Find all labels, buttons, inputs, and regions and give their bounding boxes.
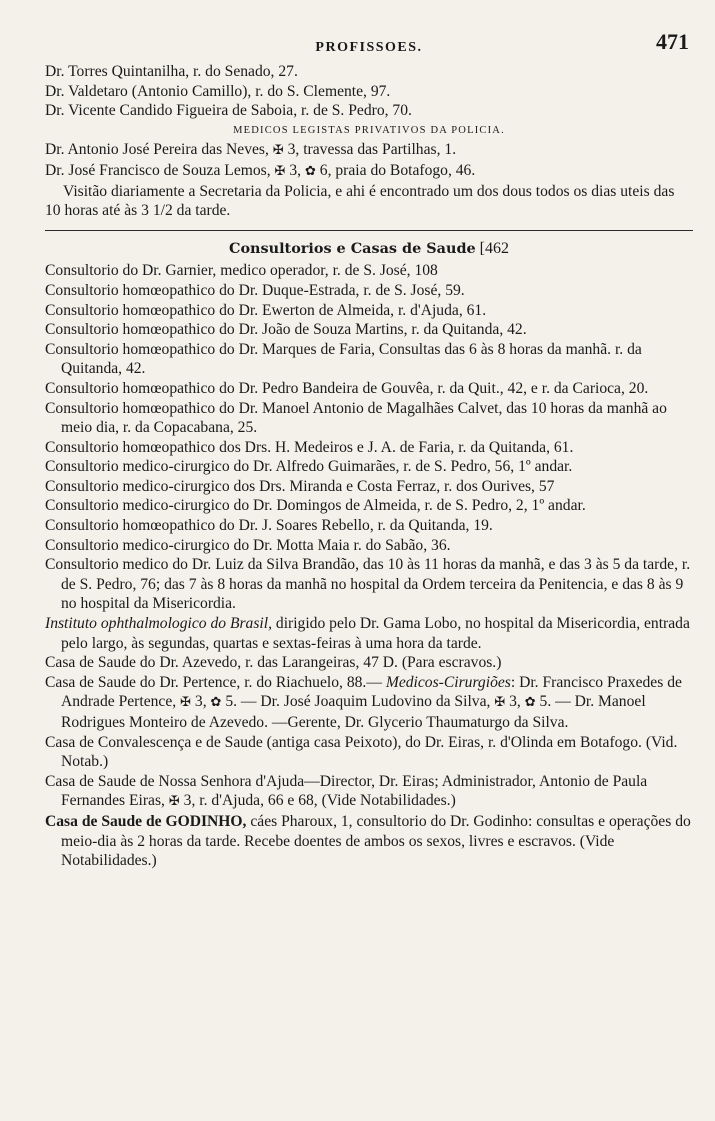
entry-text: Dr. Antonio José Pereira das Neves, bbox=[45, 141, 269, 159]
order-cross-icon: ✠ bbox=[494, 695, 506, 711]
entry-text: 3, travessa das Partilhas, 1. bbox=[287, 141, 457, 159]
entry-text: 3, bbox=[289, 161, 302, 179]
section-reference: [462 bbox=[479, 239, 509, 257]
list-item: Consultorio homœopathico dos Drs. H. Medeiros e J. A. de Faria, r. da Quitanda, 61. bbox=[45, 438, 574, 456]
entry-text: dirigido pelo Dr. Gama Lobo, no hospital da Misericordia, entrada pelo largo, às segundas, quartas e sextas-feiras à uma hora da tarde. bbox=[61, 615, 690, 652]
list-item: Consultorio homœopathico do Dr. Ewerton de Almeida, r. d'Ajuda, 61. bbox=[45, 301, 487, 319]
entry-text: Dr. José Francisco de Souza Lemos, bbox=[45, 161, 271, 179]
list-item: Consultorio homœopathico do Dr. Duque-Estrada, r. de S. José, 59. bbox=[45, 281, 465, 299]
order-rose-icon: ✿ bbox=[524, 695, 536, 711]
entry-nossa-senhora-ajuda bbox=[45, 772, 693, 812]
entry-saboia: Dr. Vicente Candido Figueira de Saboia, r. de S. Pedro, 70. bbox=[45, 102, 412, 120]
entry-text: Casa de Saude do Dr. Pertence, r. do Riachuelo, 88.— bbox=[45, 673, 382, 691]
order-cross-icon: ✠ bbox=[180, 695, 191, 711]
entry-text: 6, praia do Botafogo, 46. bbox=[319, 161, 476, 179]
entry-text: 3, r. d'Ajuda, 66 e 68, (Vide Notabilidades.) bbox=[183, 792, 456, 810]
page-header bbox=[45, 30, 693, 62]
entry-text: 3, bbox=[194, 693, 207, 711]
running-title: PROFISSOES. bbox=[315, 40, 423, 55]
entry-valdetaro: Dr. Valdetaro (Antonio Camillo), r. do S. Clemente, 97. bbox=[45, 82, 391, 100]
list-item: Consultorio medico-cirurgico dos Drs. Miranda e Costa Ferraz, r. dos Ourives, 57 bbox=[45, 477, 555, 495]
list-item: Consultorio medico-cirurgico do Dr. Alfredo Guimarães, r. de S. Pedro, 56, 1º andar. bbox=[45, 458, 573, 476]
entry-instituto bbox=[45, 614, 693, 653]
page-number: 471 bbox=[656, 29, 689, 54]
institute-name: Instituto ophthalmologico do Brasil, bbox=[45, 615, 272, 633]
section-heading bbox=[45, 239, 693, 259]
order-cross-icon: ✠ bbox=[272, 143, 284, 159]
entry-azevedo: Casa de Saude do Dr. Azevedo, r. das Larangeiras, 47 D. (Para escravos.) bbox=[45, 654, 502, 672]
entry-souza-lemos bbox=[45, 161, 693, 182]
entry-convalescenca: Casa de Convalescença e de Saude (antiga casa Peixoto), do Dr. Eiras, r. d'Olinda em Botafogo. (Vid. Notab.) bbox=[45, 733, 678, 771]
list-item: Consultorio homœopathico do Dr. Pedro Bandeira de Gouvêa, r. da Quit., 42, e r. da Carioca, 20. bbox=[45, 379, 649, 397]
entry-text: cáes Pharoux, 1, consultorio do Dr. Godinho: consultas e operações do meio-dia às 2 horas da tarde. Recebe doentes de ambos os sexos, livres e escravos. (Vide Notabilidades.) bbox=[61, 812, 691, 870]
entry-pereira-neves bbox=[45, 140, 693, 161]
police-note: Visitão diariamente a Secretaria da Policia, e ahi é encontrado um dos dous todos os dias uteis das 10 horas até às 3 1/2 da tarde. bbox=[45, 182, 675, 220]
order-cross-icon: ✠ bbox=[168, 794, 180, 810]
order-cross-icon: ✠ bbox=[274, 163, 286, 179]
order-rose-icon: ✿ bbox=[304, 163, 316, 179]
entry-text: 5. — Dr. José Joaquim Ludovino da Silva, bbox=[225, 693, 491, 711]
godinho-name: Casa de Saude de GODINHO, bbox=[45, 812, 247, 830]
police-subheading: MEDICOS LEGISTAS PRIVATIVOS DA POLICIA. bbox=[233, 124, 505, 136]
list-item: Consultorio medico-cirurgico do Dr. Motta Maia r. do Sabão, 36. bbox=[45, 536, 451, 554]
list-item: Consultorio homœopathico do Dr. Manoel Antonio de Magalhães Calvet, das 10 horas da manhã ao meio dia, r. da Copacabana, 25. bbox=[45, 399, 667, 437]
list-item: Consultorio do Dr. Garnier, medico operador, r. de S. José, 108 bbox=[45, 262, 438, 280]
entry-torres: Dr. Torres Quintanilha, r. do Senado, 27. bbox=[45, 63, 298, 80]
order-rose-icon: ✿ bbox=[210, 695, 222, 711]
list-item: Consultorio medico-cirurgico do Dr. Domingos de Almeida, r. de S. Pedro, 2, 1º andar. bbox=[45, 497, 586, 515]
list-item: Consultorio homœopathico do Dr. J. Soares Rebello, r. da Quitanda, 19. bbox=[45, 517, 493, 535]
entry-text: 5. — Dr. Manoel Rodrigues Monteiro de Azevedo. —Gerente, Dr. Glycerio Thaumaturgo da Silva. bbox=[61, 693, 646, 731]
entry-text: 3, bbox=[509, 693, 521, 711]
entry-godinho bbox=[45, 812, 693, 871]
list-item: Consultorio medico do Dr. Luiz da Silva Brandão, das 10 às 11 horas da manhã, e das 3 às 5 da tarde, r. de S. Pedro, 76; das 7 às 8 horas da manhã no hospital da Ordem terceira da Penitencia, e das 8 às 9 no hospital da Misericordia. bbox=[45, 556, 691, 613]
entry-text: : Dr. Francisco Praxedes de Andrade Pertence, bbox=[61, 673, 682, 711]
entry-text: Casa de Saude de Nossa Senhora d'Ajuda—Director, Dr. Eiras; Administrador, Antonio de Paula Fernandes Eiras, bbox=[45, 772, 648, 810]
section-title: Consultorios e Casas de Saude bbox=[229, 239, 476, 257]
list-item: Consultorio homœopathico do Dr. Marques de Faria, Consultas das 6 às 8 horas da manhã. r. da Quitanda, 42. bbox=[45, 340, 642, 378]
entry-pertence bbox=[45, 673, 693, 733]
staff-heading: Medicos-Cirurgiões bbox=[385, 673, 511, 691]
list-item: Consultorio homœopathico do Dr. João de Souza Martins, r. da Quitanda, 42. bbox=[45, 321, 527, 339]
